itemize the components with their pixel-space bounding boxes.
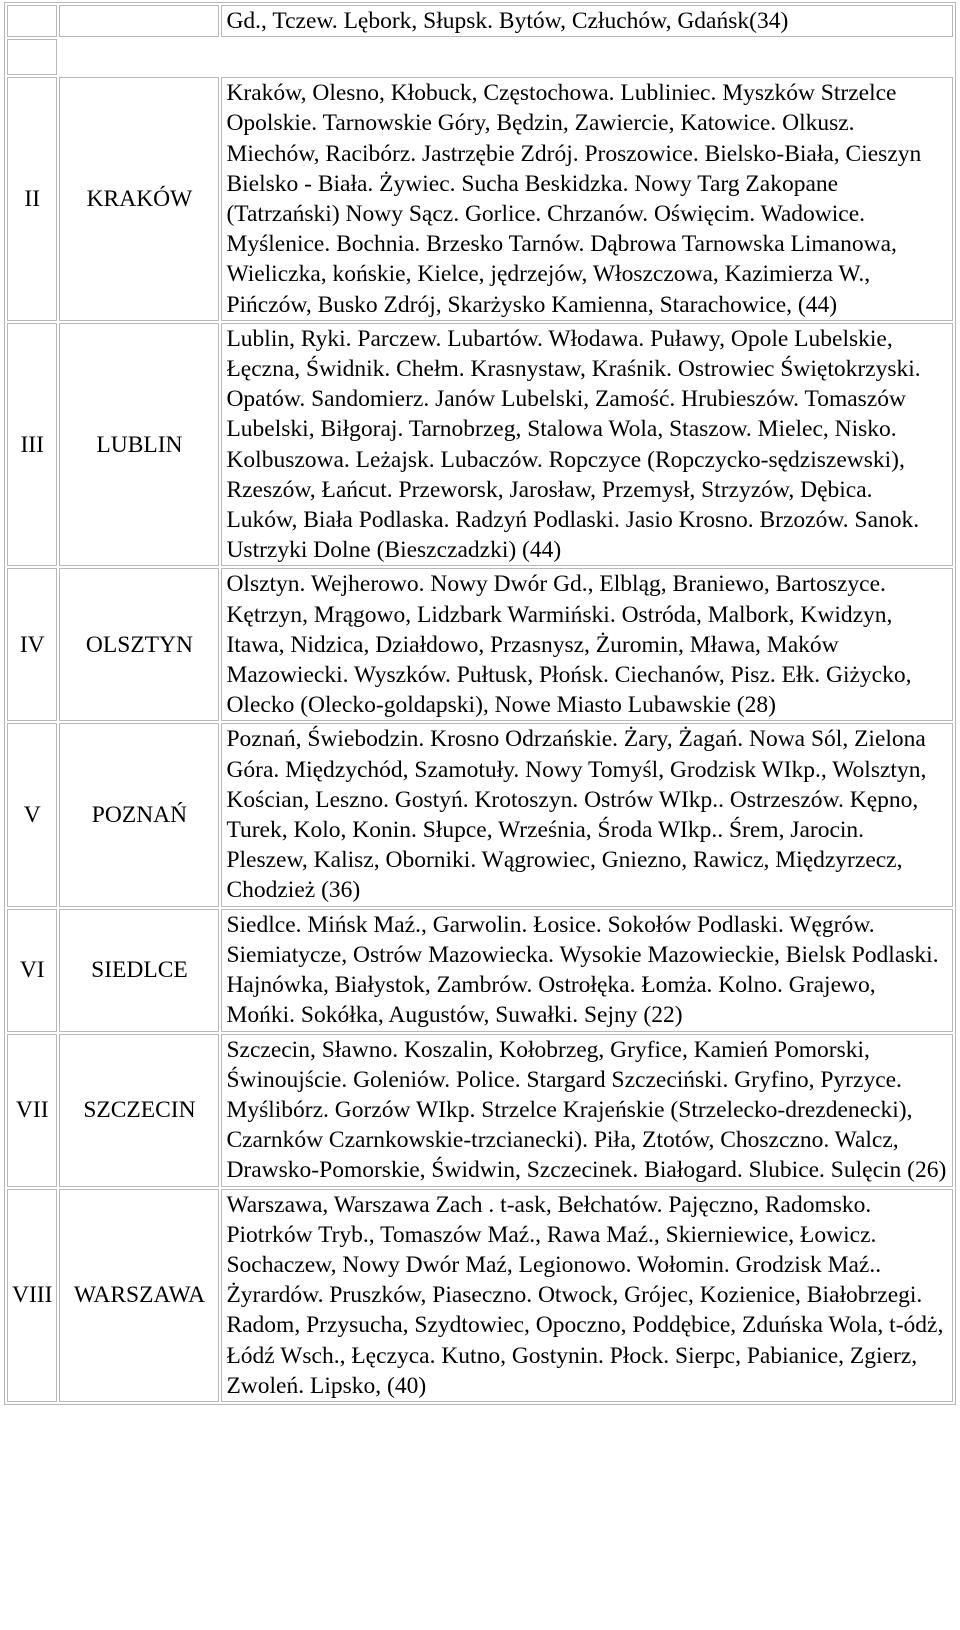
cities-cell: Kraków, Olesno, Kłobuck, Częstochowa. Lubliniec. Myszków Strzelce Opolskie. Tarnowskie Góry, Będzin, Zawiercie, Katowice. Olkusz. Miechów, Racibórz. Jastrzębie Zdrój. Proszowice. Bielsko-Biała, Cieszyn Bielsko - Biała. Żywiec. Sucha Beskidzka. Nowy Targ Zakopane (Tatrzański) Nowy Sącz. Gorlice. Chrzanów. Oświęcim. Wadowice. Myślenice. Bochnia. Brzesko Tarnów. Dąbrowa Tarnowska Limanowa, Wieliczka, końskie, Kielce, jędrzejów, Włoszczowa, Kazimierza W., Pińczów, Busko Zdrój, Skarżysko Kamienna, Starachowice, (44) (221, 77, 953, 321)
table-row (7, 5, 953, 37)
table-row-empty (7, 39, 953, 75)
region-name-cell (59, 5, 219, 37)
region-name-cell: SIEDLCE (59, 909, 219, 1032)
region-number-cell: VII (7, 1034, 57, 1187)
cities-cell: Poznań, Świebodzin. Krosno Odrzańskie. Żary, Żagań. Nowa Sól, Zielona Góra. Międzychód, Szamotuły. Nowy Tomyśl, Grodzisk WIkp., Wolsztyn, Kościan, Leszno. Gostyń. Krotoszyn. Ostrów WIkp.. Ostrzeszów. Kępno, Turek, Kolo, Konin. Słupce, Września, Środa WIkp.. Śrem, Jarocin. Pleszew, Kalisz, Oborniki. Wągrowiec, Gniezno, Rawicz, Międzyrzecz, Chodzież (36) (221, 723, 953, 906)
empty-cell (7, 39, 57, 75)
region-number-cell (7, 5, 57, 37)
region-number-cell: IV (7, 568, 57, 721)
cities-cell: Lublin, Ryki. Parczew. Lubartów. Włodawa. Puławy, Opole Lubelskie, Łęczna, Świdnik. Chełm. Krasnystaw, Kraśnik. Ostrowiec Świętokrzyski. Opatów. Sandomierz. Janów Lubelski, Zamość. Hrubieszów. Tomaszów Lubelski, Biłgoraj. Tarnobrzeg, Stalowa Wola, Staszow. Mielec, Nisko. Kolbuszowa. Leżajsk. Lubaczów. Ropczyce (Ropczycko-sędziszewski), Rzeszów, Łańcut. Przeworsk, Jarosław, Przemysł, Strzyzów, Dębica. Luków, Biała Podlaska. Radzyń Podlaski. Jasio Krosno. Brzozów. Sanok. Ustrzyki Dolne (Bieszczadzki) (44) (221, 323, 953, 567)
empty-spacer-area (59, 39, 953, 75)
table-row (7, 909, 953, 1032)
cities-cell: Szczecin, Sławno. Koszalin, Kołobrzeg, Gryfice, Kamień Pomorski, Świnoujście. Goleniów. Police. Stargard Szczeciński. Gryfino, Pyrzyce. Myślibórz. Gorzów WIkp. Strzelce Krajeńskie (Strzelecko-drezdenecki), Czarnków Czarnkowskie-trzcianecki). Piła, Ztotów, Choszczno. Walcz, Drawsko-Pomorskie, Świdwin, Szczecinek. Białogard. Slubice. Sulęcin (26) (221, 1034, 953, 1187)
region-number-cell: VIII (7, 1189, 57, 1402)
region-name-cell: KRAKÓW (59, 77, 219, 321)
cities-cell: Siedlce. Mińsk Maź., Garwolin. Łosice. Sokołów Podlaski. Węgrów. Siemiatycze, Ostrów Mazowiecka. Wysokie Mazowieckie, Bielsk Podlaski. Hajnówka, Białystok, Zambrów. Ostrołęka. Łomża. Kolno. Grajewo, Mońki. Sokółka, Augustów, Suwałki. Sejny (22) (221, 909, 953, 1032)
cities-cell: Olsztyn. Wejherowo. Nowy Dwór Gd., Elbląg, Braniewo, Bartoszyce. Kętrzyn, Mrągowo, Lidzbark Warmiński. Ostróda, Malbork, Kwidzyn, Itawa, Nidzica, Działdowo, Przasnysz, Żuromin, Mława, Maków Mazowiecki. Wyszków. Pułtusk, Płońsk. Ciechanów, Pisz. Ełk. Giżycko, Olecko (Olecko-goldapski), Nowe Miasto Lubawskie (28) (221, 568, 953, 721)
table-row (7, 1189, 953, 1402)
table-row (7, 568, 953, 721)
region-name-cell: SZCZECIN (59, 1034, 219, 1187)
table-row (7, 77, 953, 321)
region-name-cell: WARSZAWA (59, 1189, 219, 1402)
cities-cell: Warszawa, Warszawa Zach . t-ask, Bełchatów. Pajęczno, Radomsko. Piotrków Tryb., Tomaszów Maź., Rawa Maź., Skierniewice, Łowicz. Sochaczew, Nowy Dwór Maź, Legionowo. Wołomin. Grodzisk Maź.. Żyrardów. Pruszków, Piaseczno. Otwock, Grójec, Kozienice, Białobrzegi. Radom, Przysucha, Szydtowiec, Opoczno, Poddębice, Zduńska Wola, t-ódż, Łódź Wsch., Łęczyca. Kutno, Gostynin. Płock. Sierpc, Pabianice, Zgierz, Zwoleń. Lipsko, (40) (221, 1189, 953, 1402)
table-row (7, 1034, 953, 1187)
regions-table (4, 2, 956, 1405)
region-number-cell: II (7, 77, 57, 321)
table-row (7, 723, 953, 906)
cities-cell: Gd., Tczew. Lębork, Słupsk. Bytów, Człuchów, Gdańsk(34) (221, 5, 953, 37)
region-number-cell: VI (7, 909, 57, 1032)
region-name-cell: LUBLIN (59, 323, 219, 567)
table-row (7, 323, 953, 567)
region-name-cell: POZNAŃ (59, 723, 219, 906)
region-number-cell: III (7, 323, 57, 567)
region-number-cell: V (7, 723, 57, 906)
region-name-cell: OLSZTYN (59, 568, 219, 721)
